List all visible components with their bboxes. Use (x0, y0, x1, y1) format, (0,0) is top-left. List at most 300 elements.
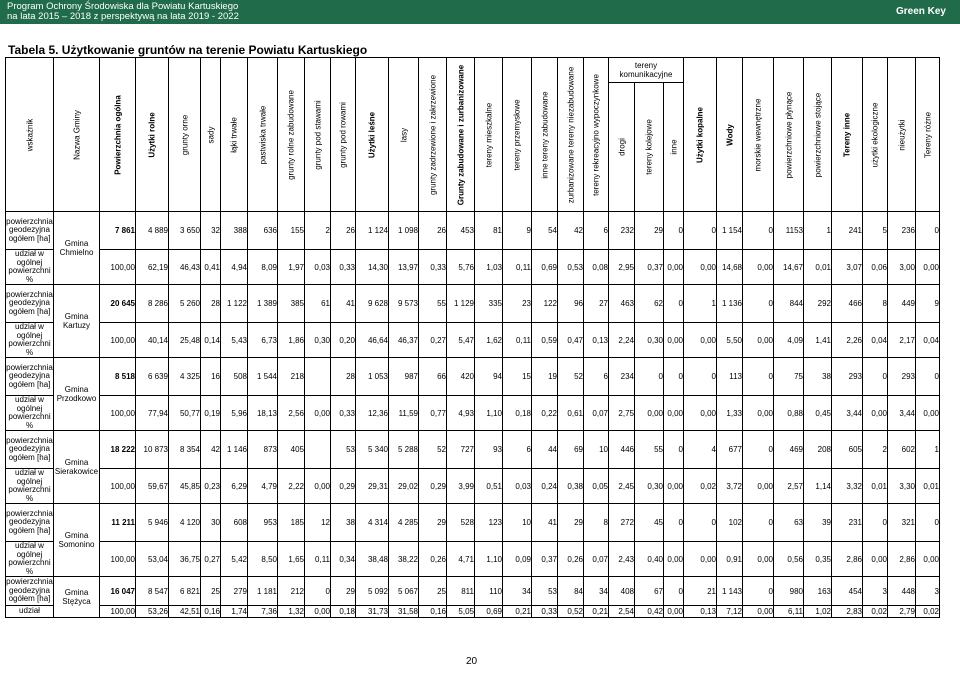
column-header (221, 58, 248, 212)
share-cell: 0,07 (584, 396, 609, 431)
share-cell: 0,30 (635, 469, 664, 504)
column-header (532, 58, 558, 212)
share-cell: 8,09 (248, 250, 278, 285)
share-cell: 0,56 (774, 542, 804, 577)
share-cell: 46,64 (356, 323, 389, 358)
area-cell: 1 154 (717, 212, 743, 250)
share-cell: 0,08 (584, 250, 609, 285)
area-cell: 96 (558, 285, 584, 323)
area-cell: 8 286 (136, 285, 169, 323)
share-cell: 100,00 (100, 323, 136, 358)
column-header-label: Powierzchnia ogólna (113, 94, 122, 175)
share-cell: 0,77 (419, 396, 447, 431)
area-cell: 8 (584, 504, 609, 542)
area-cell: 113 (717, 358, 743, 396)
share-cell: 0,00 (305, 606, 331, 618)
share-cell: 3,72 (717, 469, 743, 504)
area-cell: 448 (888, 577, 916, 606)
area-cell: 12 (305, 504, 331, 542)
area-cell: 0 (305, 577, 331, 606)
gmina-name: Gmina Somonino (54, 504, 100, 577)
table-row (6, 358, 940, 396)
area-cell: 0 (635, 358, 664, 396)
area-cell: 3 (916, 577, 940, 606)
column-header (832, 58, 863, 212)
table-row (6, 431, 940, 469)
share-cell: 6,73 (248, 323, 278, 358)
area-cell: 45 (635, 504, 664, 542)
area-cell: 0 (664, 577, 684, 606)
share-cell: 11,59 (389, 396, 419, 431)
column-header (389, 58, 419, 212)
area-cell: 123 (475, 504, 503, 542)
area-cell: 42 (201, 431, 221, 469)
area-cell: 62 (635, 285, 664, 323)
share-cell: 0,03 (503, 469, 532, 504)
area-cell: 25 (419, 577, 447, 606)
table-row (6, 212, 940, 250)
share-cell: 45,85 (169, 469, 201, 504)
area-cell: 446 (609, 431, 635, 469)
column-header (201, 58, 221, 212)
column-header (356, 58, 389, 212)
share-cell: 38,48 (356, 542, 389, 577)
table-row (6, 323, 940, 358)
share-cell: 53,26 (136, 606, 169, 618)
area-cell: 29 (558, 504, 584, 542)
column-header (278, 58, 305, 212)
share-cell: 1,10 (475, 542, 503, 577)
area-cell: 4 314 (356, 504, 389, 542)
area-cell: 0 (743, 358, 774, 396)
share-cell: 7,36 (248, 606, 278, 618)
share-cell: 8,50 (248, 542, 278, 577)
area-cell: 0 (863, 504, 888, 542)
column-header-label: lasy (399, 127, 408, 142)
column-header-label: tereny mieszkalne (484, 102, 493, 167)
area-cell: 26 (331, 212, 356, 250)
share-cell: 0,40 (635, 542, 664, 577)
area-cell: 4 120 (169, 504, 201, 542)
area-cell: 405 (278, 431, 305, 469)
share-cell: 25,48 (169, 323, 201, 358)
area-cell: 0 (664, 212, 684, 250)
indicator-label: powierzchnia geodezyjna ogółem [ha] (6, 504, 54, 542)
area-cell: 987 (389, 358, 419, 396)
area-cell: 54 (532, 212, 558, 250)
column-header-label: grunty orne (180, 114, 189, 155)
column-header (635, 83, 664, 212)
share-cell: 0,18 (503, 396, 532, 431)
column-header-label: wskaźnik (25, 118, 34, 151)
area-cell: 110 (475, 577, 503, 606)
area-cell: 163 (804, 577, 832, 606)
share-cell: 36,75 (169, 542, 201, 577)
share-cell: 0,35 (804, 542, 832, 577)
area-cell: 5 (863, 212, 888, 250)
area-cell: 218 (278, 358, 305, 396)
area-cell: 34 (503, 577, 532, 606)
share-cell: 38,22 (389, 542, 419, 577)
area-cell: 4 889 (136, 212, 169, 250)
share-cell: 0,00 (664, 250, 684, 285)
share-cell: 5,05 (447, 606, 475, 618)
share-cell: 0,61 (558, 396, 584, 431)
share-cell: 0,47 (558, 323, 584, 358)
share-cell: 2,43 (609, 542, 635, 577)
share-cell: 0,69 (475, 606, 503, 618)
share-cell: 0,00 (743, 250, 774, 285)
area-cell: 5 092 (356, 577, 389, 606)
area-cell: 66 (419, 358, 447, 396)
area-cell: 5 946 (136, 504, 169, 542)
share-cell: 77,94 (136, 396, 169, 431)
area-cell: 1 122 (221, 285, 248, 323)
area-cell: 453 (447, 212, 475, 250)
share-cell: 62,19 (136, 250, 169, 285)
area-cell: 25 (201, 577, 221, 606)
share-cell: 0,00 (635, 396, 664, 431)
area-cell (305, 358, 331, 396)
area-cell: 4 325 (169, 358, 201, 396)
share-cell: 0,00 (916, 250, 940, 285)
indicator-label: powierzchnia geodezyjna ogółem [ha] (6, 577, 54, 606)
column-header-label: powierzchniowe płynące (784, 91, 793, 178)
area-cell: 980 (774, 577, 804, 606)
column-header (475, 58, 503, 212)
header-line-1: Program Ochrony Środowiska dla Powiatu Kartuskiego (7, 1, 239, 12)
share-cell: 0,27 (419, 323, 447, 358)
land-use-table (5, 57, 940, 618)
share-cell: 4,93 (447, 396, 475, 431)
area-cell: 677 (717, 431, 743, 469)
column-header-label: grunty pod rowami (338, 101, 348, 168)
area-cell: 0 (916, 504, 940, 542)
share-cell: 0,23 (201, 469, 221, 504)
share-cell: 3,99 (447, 469, 475, 504)
share-cell: 0,21 (584, 606, 609, 618)
area-cell: 0 (863, 358, 888, 396)
share-cell: 0,00 (305, 396, 331, 431)
column-header-label: morskie wewnętrzne (753, 98, 763, 171)
area-cell: 6 639 (136, 358, 169, 396)
area-cell: 463 (609, 285, 635, 323)
area-cell: 44 (532, 431, 558, 469)
share-cell: 100,00 (100, 606, 136, 618)
area-cell: 15 (503, 358, 532, 396)
column-header-label: grunty rolne zabudowane (286, 89, 296, 180)
column-header-label: Wody (725, 123, 734, 146)
area-cell: 1 098 (389, 212, 419, 250)
share-cell: 3,44 (832, 396, 863, 431)
share-cell: 0,26 (419, 542, 447, 577)
share-cell: 0,05 (584, 469, 609, 504)
share-cell: 5,47 (447, 323, 475, 358)
share-cell: 14,68 (717, 250, 743, 285)
share-cell: 0,03 (305, 250, 331, 285)
share-cell: 0,41 (201, 250, 221, 285)
area-cell: 53 (331, 431, 356, 469)
indicator-label: powierzchnia geodezyjna ogółem [ha] (6, 212, 54, 250)
area-cell: 28 (331, 358, 356, 396)
area-cell: 34 (584, 577, 609, 606)
column-header-label: łąki trwałe (229, 116, 239, 153)
area-cell: 155 (278, 212, 305, 250)
area-cell: 9 628 (356, 285, 389, 323)
column-header (558, 58, 584, 212)
column-header-label: Użytki leśne (367, 111, 377, 158)
page-header (0, 0, 960, 24)
area-cell: 528 (447, 504, 475, 542)
area-cell: 67 (635, 577, 664, 606)
area-cell: 241 (832, 212, 863, 250)
share-cell: 0,45 (804, 396, 832, 431)
table-row (6, 396, 940, 431)
area-cell: 408 (609, 577, 635, 606)
area-cell: 469 (774, 431, 804, 469)
area-cell: 41 (331, 285, 356, 323)
share-cell: 5,43 (221, 323, 248, 358)
area-cell: 6 (584, 358, 609, 396)
share-cell: 40,14 (136, 323, 169, 358)
area-cell: 93 (475, 431, 503, 469)
share-cell: 46,37 (389, 323, 419, 358)
area-cell: 53 (532, 577, 558, 606)
share-cell: 0,34 (331, 542, 356, 577)
area-cell: 19 (532, 358, 558, 396)
column-header (419, 58, 447, 212)
share-cell: 6,29 (221, 469, 248, 504)
share-cell: 3,32 (832, 469, 863, 504)
column-header (684, 58, 717, 212)
share-cell: 0,09 (503, 542, 532, 577)
share-cell: 14,67 (774, 250, 804, 285)
area-cell: 0 (743, 504, 774, 542)
column-header (331, 58, 356, 212)
share-cell: 2,57 (774, 469, 804, 504)
share-cell: 1,62 (475, 323, 503, 358)
column-header (136, 58, 169, 212)
area-cell: 23 (503, 285, 532, 323)
area-cell: 7 861 (100, 212, 136, 250)
table-row (6, 285, 940, 323)
share-cell: 31,73 (356, 606, 389, 618)
area-cell: 953 (248, 504, 278, 542)
area-cell: 1 (804, 212, 832, 250)
share-cell: 0,30 (305, 323, 331, 358)
area-cell: 55 (635, 431, 664, 469)
table-row (6, 542, 940, 577)
share-cell: 14,30 (356, 250, 389, 285)
share-cell: 0,33 (331, 396, 356, 431)
share-cell: 0,00 (743, 542, 774, 577)
column-header (584, 58, 609, 212)
share-cell: 1,74 (221, 606, 248, 618)
share-cell: 0,53 (558, 250, 584, 285)
area-cell: 466 (832, 285, 863, 323)
share-cell: 0,00 (684, 323, 717, 358)
share-cell: 100,00 (100, 469, 136, 504)
share-cell: 0,00 (684, 542, 717, 577)
area-cell: 61 (305, 285, 331, 323)
column-header (305, 58, 331, 212)
area-cell: 6 (503, 431, 532, 469)
area-cell: 449 (888, 285, 916, 323)
column-header (54, 58, 100, 212)
area-cell: 0 (684, 212, 717, 250)
column-header-label: Grunty zabudowane i zurbanizowane (456, 64, 465, 205)
area-cell: 26 (419, 212, 447, 250)
area-cell: 1 (684, 285, 717, 323)
area-cell: 3 (863, 577, 888, 606)
area-cell: 279 (221, 577, 248, 606)
area-cell: 1153 (774, 212, 804, 250)
gmina-name: Gmina Stężyca (54, 577, 100, 618)
area-cell: 0 (916, 212, 940, 250)
share-cell: 0,37 (532, 542, 558, 577)
share-cell: 0,00 (305, 469, 331, 504)
share-cell: 53,04 (136, 542, 169, 577)
column-header (100, 58, 136, 212)
area-cell: 8 354 (169, 431, 201, 469)
area-cell: 29 (331, 577, 356, 606)
area-cell: 1 124 (356, 212, 389, 250)
share-cell: 0,00 (664, 469, 684, 504)
table-row (6, 606, 940, 618)
share-cell: 29,02 (389, 469, 419, 504)
column-header (717, 58, 743, 212)
area-cell: 2 (305, 212, 331, 250)
column-header-label: grunty zadrzewione i zakrzewione (428, 74, 437, 195)
area-cell: 1 053 (356, 358, 389, 396)
area-cell: 81 (475, 212, 503, 250)
share-cell: 0,04 (863, 323, 888, 358)
share-cell: 0,51 (475, 469, 503, 504)
area-cell: 52 (558, 358, 584, 396)
share-cell: 0,02 (916, 606, 940, 618)
column-header-label: Tereny inne (842, 112, 852, 157)
table-row (6, 504, 940, 542)
indicator-label: udział (6, 606, 54, 618)
share-cell: 0,33 (331, 250, 356, 285)
area-cell: 636 (248, 212, 278, 250)
share-cell: 0,00 (664, 323, 684, 358)
share-cell: 0,00 (664, 542, 684, 577)
area-cell: 9 (503, 212, 532, 250)
area-cell: 212 (278, 577, 305, 606)
share-cell: 0,00 (664, 606, 684, 618)
column-header (447, 58, 475, 212)
share-cell: 0,24 (532, 469, 558, 504)
share-cell: 1,02 (804, 606, 832, 618)
share-cell: 0,16 (201, 606, 221, 618)
share-cell: 0,02 (863, 606, 888, 618)
area-cell: 0 (664, 431, 684, 469)
share-cell: 1,97 (278, 250, 305, 285)
share-cell: 2,56 (278, 396, 305, 431)
area-cell: 5 288 (389, 431, 419, 469)
area-cell: 873 (248, 431, 278, 469)
share-cell: 0,27 (201, 542, 221, 577)
share-cell: 0,18 (331, 606, 356, 618)
share-cell: 2,86 (832, 542, 863, 577)
area-cell: 38 (804, 358, 832, 396)
column-header-label: tereny kolejowe (644, 119, 654, 175)
share-cell: 0,52 (558, 606, 584, 618)
area-cell: 102 (717, 504, 743, 542)
area-cell: 84 (558, 577, 584, 606)
share-cell: 0,26 (558, 542, 584, 577)
share-cell: 59,67 (136, 469, 169, 504)
column-header (743, 58, 774, 212)
area-cell: 420 (447, 358, 475, 396)
share-cell: 0,19 (201, 396, 221, 431)
column-header-label: drogi (617, 138, 626, 157)
area-cell: 232 (609, 212, 635, 250)
share-cell: 0,69 (532, 250, 558, 285)
gmina-name: Gmina Sierakowice (54, 431, 100, 504)
share-cell: 0,02 (684, 469, 717, 504)
column-header-label: tereny rekreacyjno wypoczynkowe (591, 73, 601, 196)
share-cell: 0,33 (419, 250, 447, 285)
share-cell: 1,33 (717, 396, 743, 431)
gmina-name: Gmina Przodkowo (54, 358, 100, 431)
share-cell: 0,42 (635, 606, 664, 618)
column-header (804, 58, 832, 212)
area-cell: 335 (475, 285, 503, 323)
area-cell: 10 873 (136, 431, 169, 469)
area-cell: 11 211 (100, 504, 136, 542)
area-cell: 1 143 (717, 577, 743, 606)
column-header-label: sady (206, 126, 215, 143)
column-header-label: Użytki rolne (147, 111, 157, 158)
share-cell: 18,13 (248, 396, 278, 431)
share-cell: 5,42 (221, 542, 248, 577)
area-cell: 38 (331, 504, 356, 542)
share-cell: 5,50 (717, 323, 743, 358)
area-cell: 8 518 (100, 358, 136, 396)
share-cell: 4,79 (248, 469, 278, 504)
area-cell: 0 (664, 504, 684, 542)
share-cell: 0,07 (584, 542, 609, 577)
area-cell: 28 (201, 285, 221, 323)
area-cell: 29 (635, 212, 664, 250)
area-cell: 5 067 (389, 577, 419, 606)
area-cell: 1 (916, 431, 940, 469)
share-cell: 0,91 (717, 542, 743, 577)
share-cell: 3,44 (888, 396, 916, 431)
column-header (774, 58, 804, 212)
indicator-label: udział w ogólnej powierzchni % (6, 469, 54, 504)
share-cell: 0,06 (863, 250, 888, 285)
area-cell: 30 (201, 504, 221, 542)
area-cell: 39 (804, 504, 832, 542)
share-cell: 2,95 (609, 250, 635, 285)
area-cell: 0 (916, 358, 940, 396)
area-cell: 385 (278, 285, 305, 323)
area-cell: 3 650 (169, 212, 201, 250)
area-cell: 272 (609, 504, 635, 542)
area-cell: 4 285 (389, 504, 419, 542)
share-cell: 0,30 (635, 323, 664, 358)
column-header-label: pastwiska trwałe (258, 105, 267, 164)
area-cell: 0 (743, 212, 774, 250)
area-cell: 0 (664, 285, 684, 323)
column-header (664, 83, 684, 212)
share-cell: 2,17 (888, 323, 916, 358)
table-row (6, 250, 940, 285)
area-cell: 122 (532, 285, 558, 323)
